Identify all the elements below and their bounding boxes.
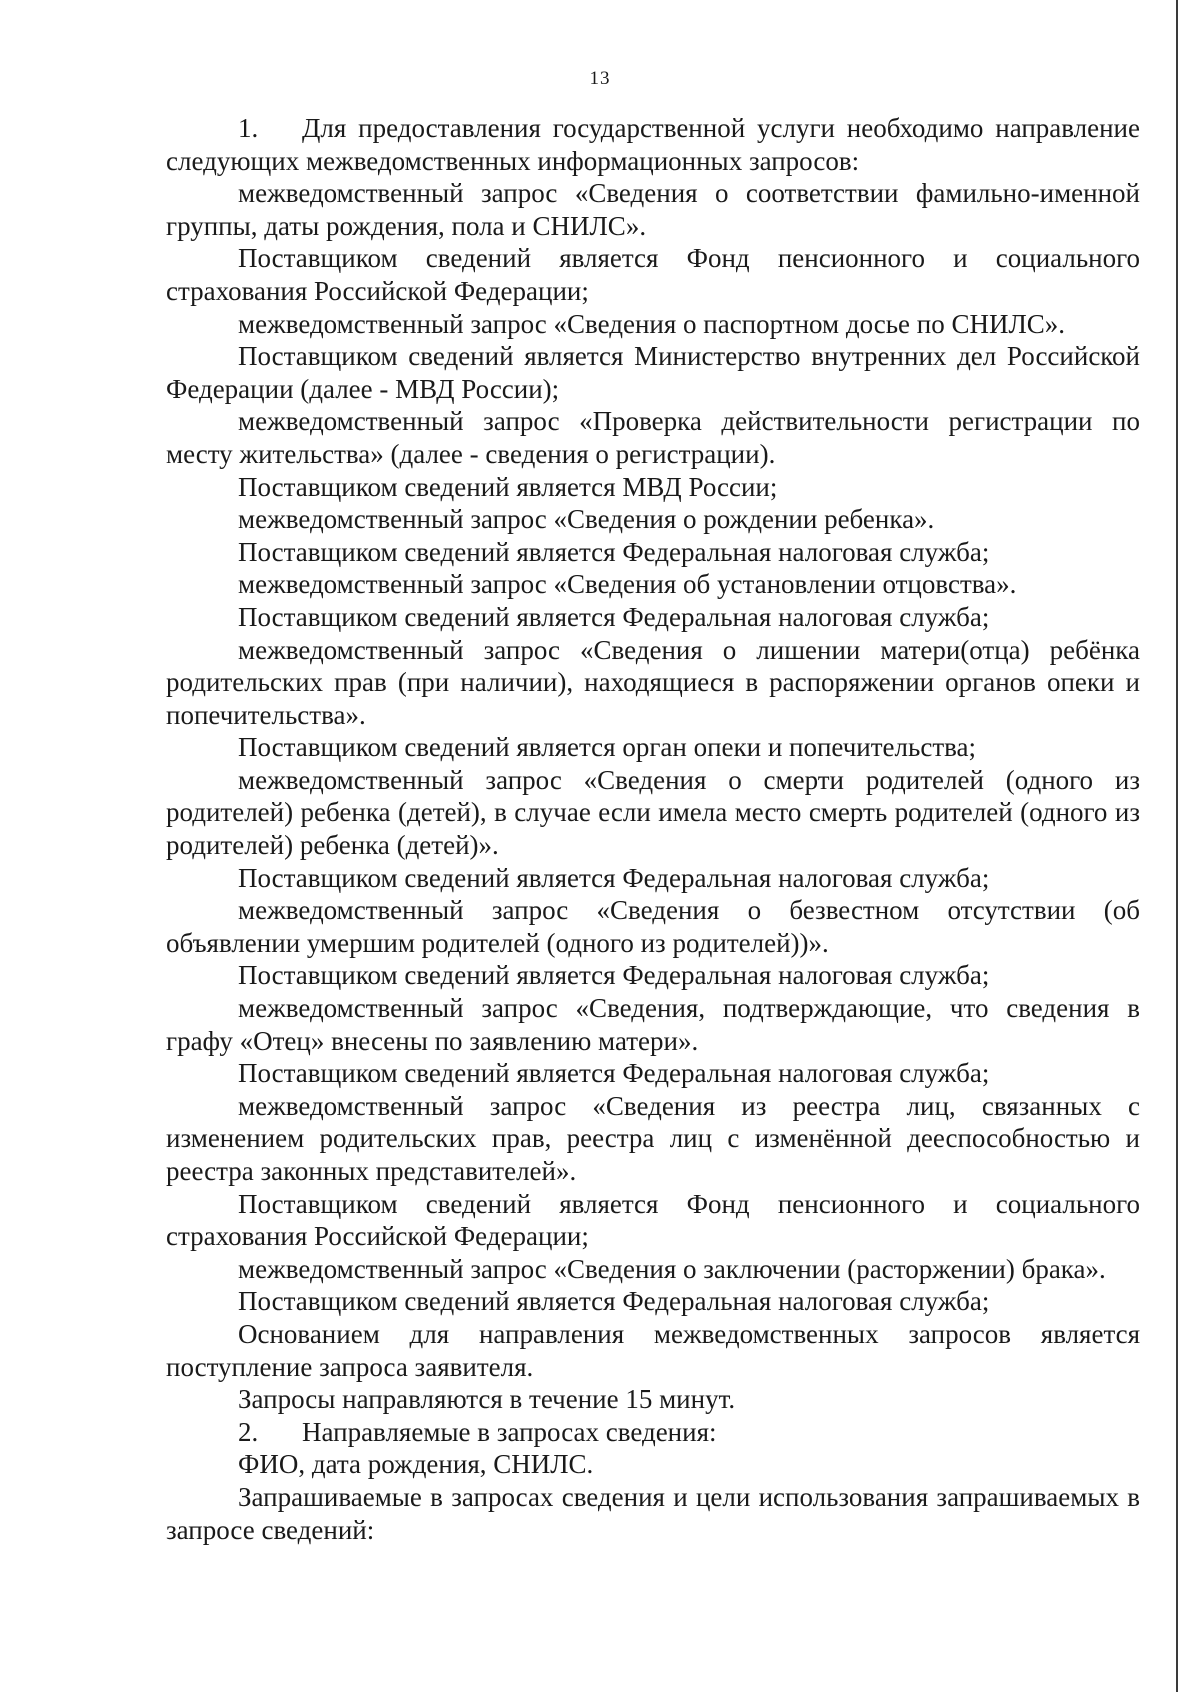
paragraph-25: Запросы направляются в течение 15 минут. (238, 1384, 736, 1415)
paragraph-26 (166, 1416, 1140, 1449)
paragraph-27: ФИО, дата рождения, СНИЛС. (238, 1449, 594, 1480)
paragraph-6: межведомственный запрос «Проверка действительности регистрации по месту жительства» (далее - сведения о регистрации). (166, 406, 1140, 469)
scan-edge-line (1176, 0, 1178, 1692)
item-number: 1. (238, 113, 259, 143)
paragraph-23: Поставщиком сведений является Федеральная налоговая служба; (238, 1286, 990, 1317)
paragraph-text: Направляемые в запросах сведения: (302, 1416, 717, 1447)
paragraph-24: Основанием для направления межведомственных запросов является поступление запроса заявителя. (166, 1318, 1140, 1382)
paragraph-21: Поставщиком сведений является Фонд пенсионного и социального страхования Российской Федерации; (166, 1188, 1140, 1252)
paragraph-1 (166, 112, 1140, 177)
paragraph-14: межведомственный запрос «Сведения о смерти родителей (одного из родителей) ребенка (детей), в случае если имела место смерть родителей (одного из родителей) ребенка (детей)». (166, 764, 1140, 861)
paragraph-10: межведомственный запрос «Сведения об установлении отцовства». (238, 569, 1017, 600)
paragraph-28: Запрашиваемые в запросах сведения и цели использования запрашиваемых в запросе сведений: (166, 1481, 1140, 1545)
page-number: 13 (589, 68, 611, 89)
paragraph-20: межведомственный запрос «Сведения из реестра лиц, связанных с изменением родительских прав, реестра лиц с изменённой дееспособностью и реестра законных представителей». (166, 1090, 1140, 1186)
paragraph-19: Поставщиком сведений является Федеральная налоговая служба; (238, 1058, 990, 1089)
paragraph-18: межведомственный запрос «Сведения, подтверждающие, что сведения в графу «Отец» внесены по заявлению матери». (166, 993, 1140, 1056)
paragraph-11: Поставщиком сведений является Федеральная налоговая служба; (238, 601, 990, 632)
paragraph-text: Для предоставления государственной услуги необходимо направление следующих межведомственных информационных запросов: (166, 113, 1140, 176)
paragraph-15: Поставщиком сведений является Федеральная налоговая служба; (238, 862, 990, 893)
item-number: 2. (238, 1416, 259, 1447)
paragraph-9: Поставщиком сведений является Федеральная налоговая служба; (238, 536, 990, 567)
paragraph-3: Поставщиком сведений является Фонд пенсионного и социального страхования Российской Федерации; (166, 243, 1140, 306)
paragraph-5: Поставщиком сведений является Министерство внутренних дел Российской Федерации (далее - МВД России); (166, 341, 1140, 404)
paragraph-22: межведомственный запрос «Сведения о заключении (расторжении) брака». (238, 1253, 1106, 1284)
paragraph-2: межведомственный запрос «Сведения о соответствии фамильно-именной группы, даты рождения, пола и СНИЛС». (166, 178, 1140, 241)
paragraph-12: межведомственный запрос «Сведения о лишении матери(отца) ребёнка родительских прав (при наличии), находящиеся в распоряжении органов опеки и попечительства». (166, 634, 1140, 730)
paragraph-13: Поставщиком сведений является орган опеки и попечительства; (238, 732, 976, 763)
paragraph-7: Поставщиком сведений является МВД России; (238, 471, 778, 502)
paragraph-17: Поставщиком сведений является Федеральная налоговая служба; (238, 960, 990, 991)
paragraph-4: межведомственный запрос «Сведения о паспортном досье по СНИЛС». (238, 308, 1066, 339)
paragraph-8: межведомственный запрос «Сведения о рождении ребенка». (238, 504, 935, 535)
paragraph-16: межведомственный запрос «Сведения о безвестном отсутствии (об объявлении умершим родителей (одного из родителей))». (166, 895, 1140, 958)
document-body (166, 112, 1140, 1546)
